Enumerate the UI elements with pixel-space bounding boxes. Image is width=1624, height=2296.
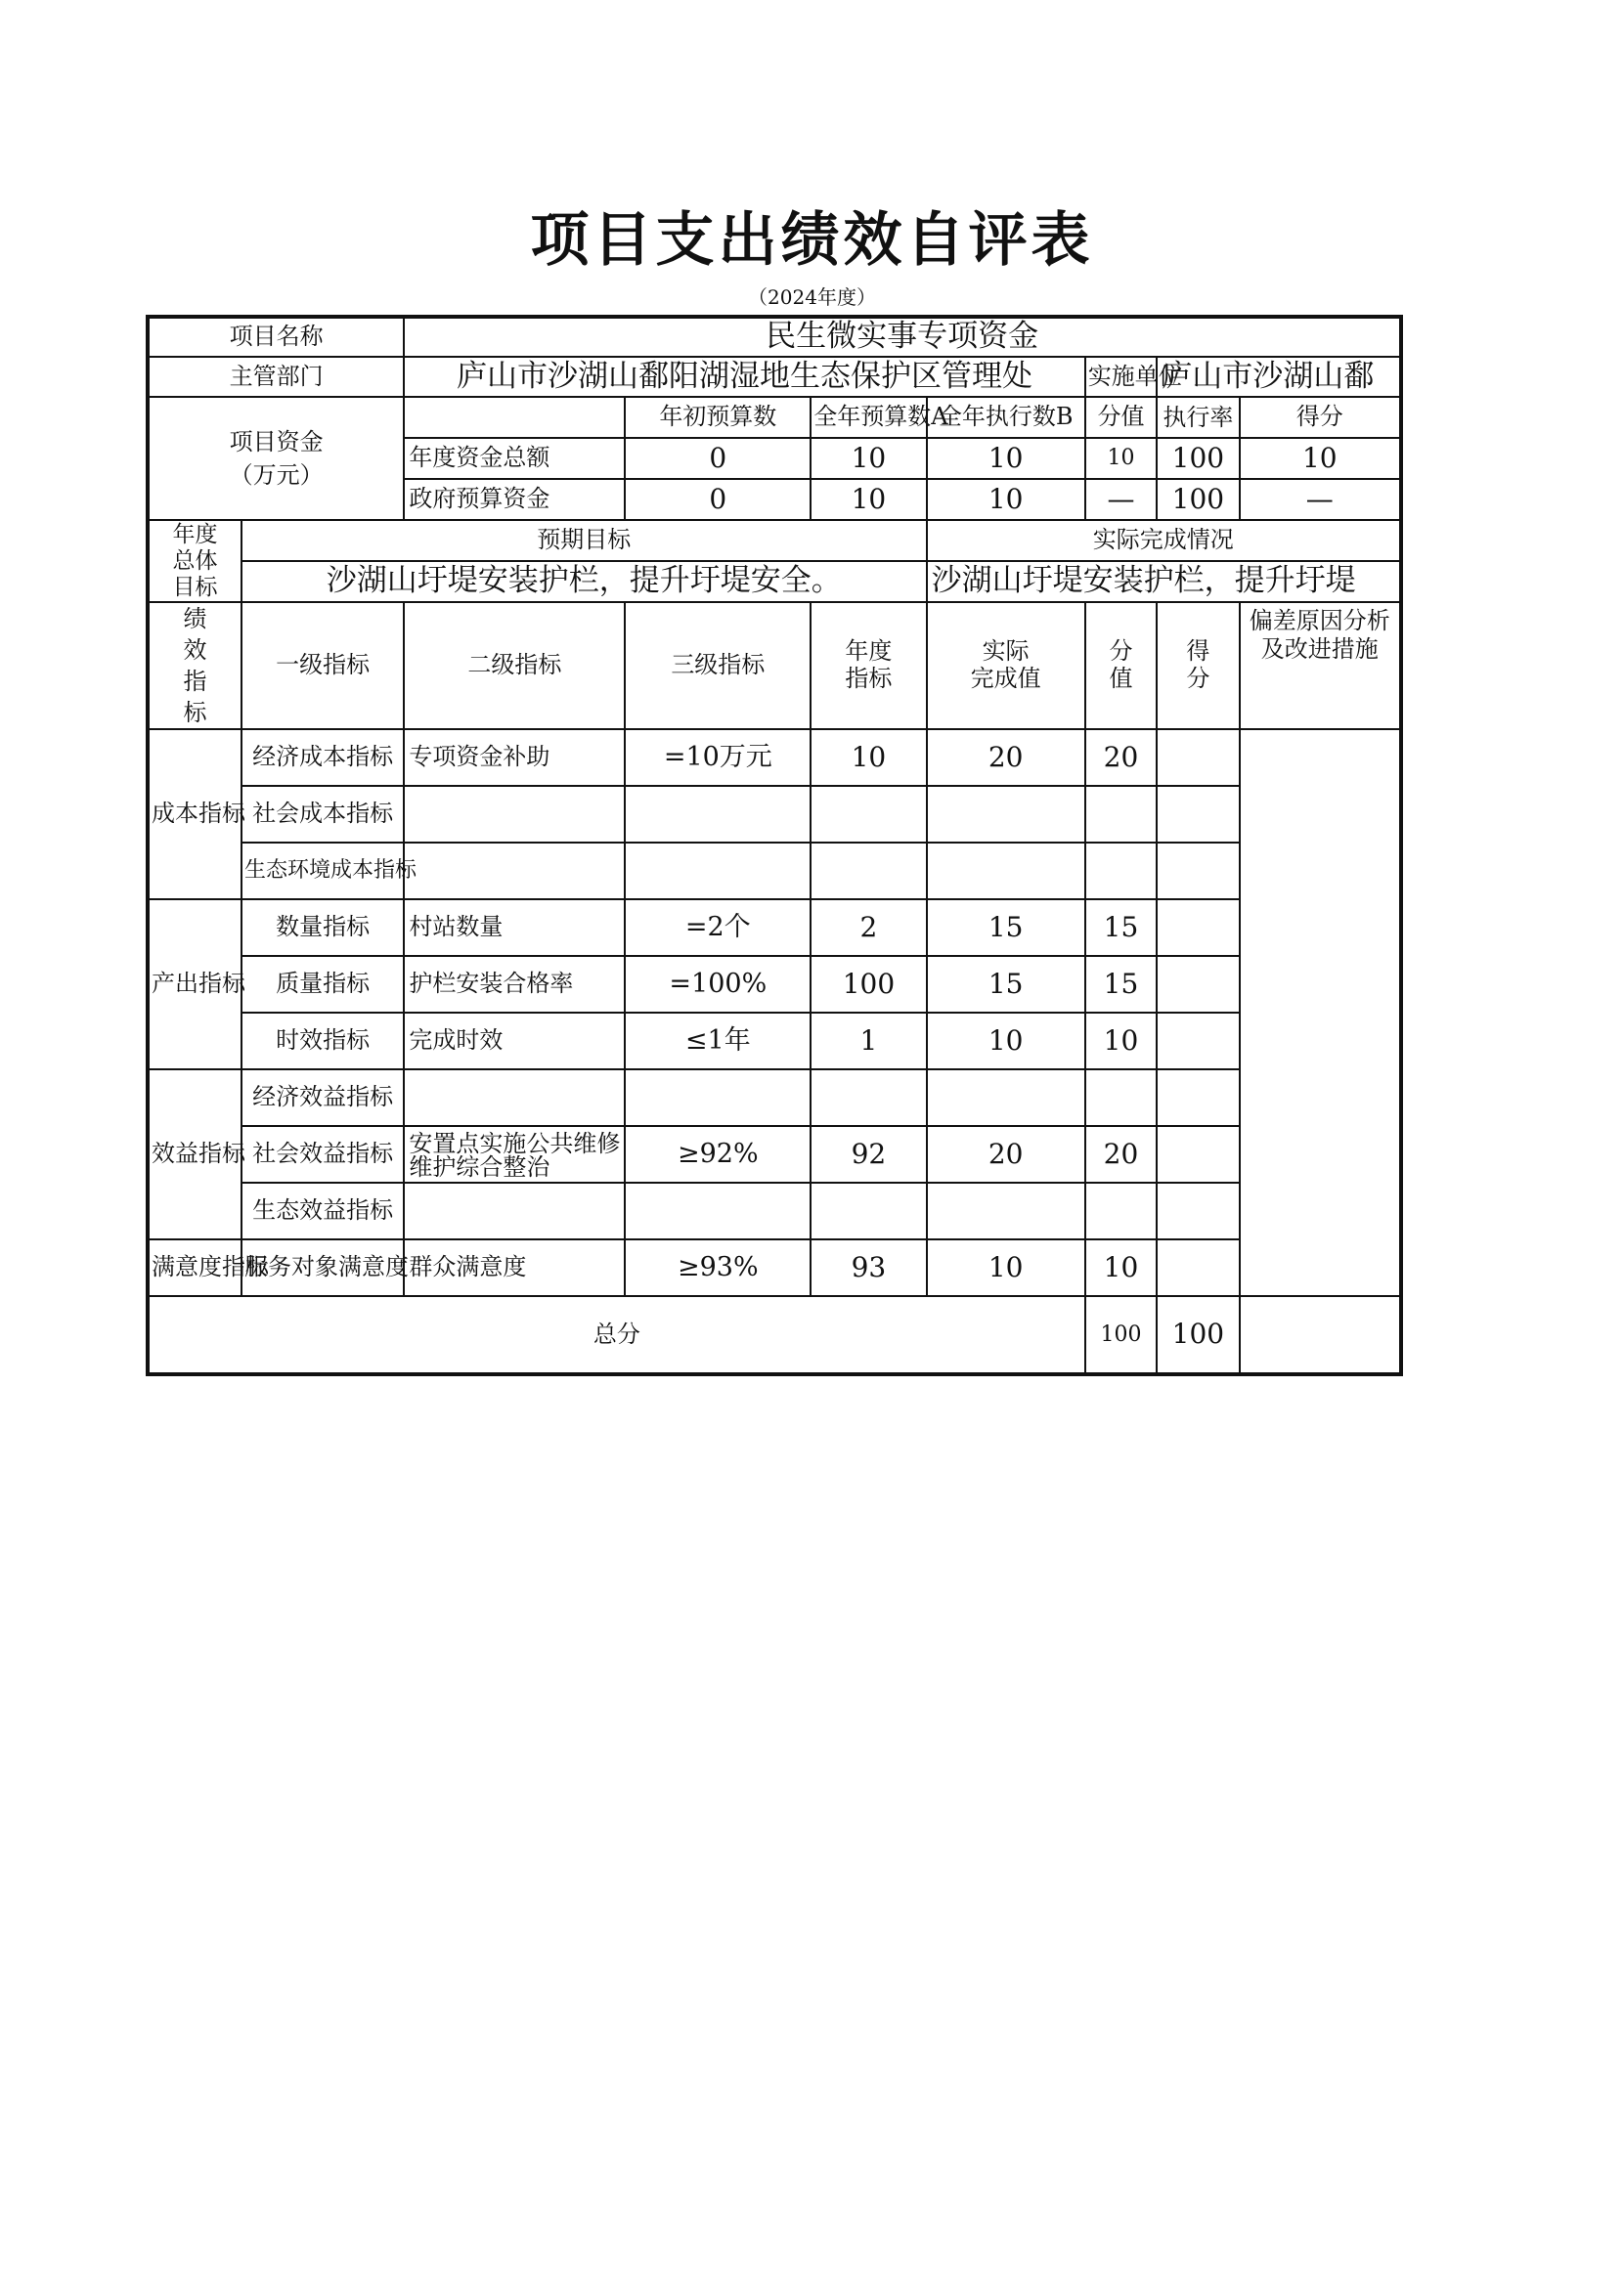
funds-government-rate: 100 <box>1157 479 1239 520</box>
indicators-header-weight: 分 值 <box>1085 602 1158 729</box>
goals-header-row <box>148 520 1401 561</box>
funds-header-rate-text: 执行率 <box>1163 404 1234 431</box>
indicator-level3 <box>404 1126 625 1183</box>
indicator-weight: 20 <box>927 1126 1085 1183</box>
indicator-level1: 成本指标 <box>148 729 241 899</box>
indicator-score: 15 <box>1085 956 1158 1013</box>
indicator-weight: 15 <box>927 899 1085 956</box>
indicator-annual: =100% <box>625 956 811 1013</box>
total-note <box>1240 1296 1401 1374</box>
indicator-level2: 社会成本指标 <box>241 786 404 843</box>
funds-government-initial: 0 <box>625 479 811 520</box>
indicator-deviation <box>1157 899 1239 956</box>
indicator-score: 10 <box>1085 1239 1158 1296</box>
total-score: 100 <box>1157 1296 1239 1374</box>
indicator-level2: 生态效益指标 <box>241 1183 404 1239</box>
indicator-deviation <box>1157 729 1239 786</box>
indicator-level3: 完成时效 <box>404 1013 625 1069</box>
indicator-row <box>148 729 1401 786</box>
indicator-score: 20 <box>1085 1126 1158 1183</box>
indicator-level3: 护栏安装合格率 <box>404 956 625 1013</box>
indicator-actual <box>811 1069 926 1126</box>
indicator-row <box>148 1013 1401 1069</box>
indicator-annual: ≤1年 <box>625 1013 811 1069</box>
indicator-annual <box>625 1183 811 1239</box>
indicator-deviation <box>1157 1126 1239 1183</box>
total-label: 总分 <box>148 1296 1085 1374</box>
indicator-deviation <box>1157 786 1239 843</box>
funds-total-score: 10 <box>1240 438 1401 479</box>
indicator-row <box>148 956 1401 1013</box>
department-name: 庐山市沙湖山鄱阳湖湿地生态保护区管理处 <box>404 357 1084 397</box>
goals-expected: 沙湖山圩堤安装护栏，提升圩堤安全。 <box>241 561 927 602</box>
indicator-level3 <box>404 786 625 843</box>
funds-header-score: 得分 <box>1240 397 1401 438</box>
funds-header-rate <box>1157 397 1239 438</box>
department-label: 主管部门 <box>148 357 404 397</box>
funds-total-executed-b: 10 <box>927 438 1085 479</box>
indicator-actual <box>811 786 926 843</box>
indicator-score: 20 <box>1085 729 1158 786</box>
indicators-header-level2: 二级指标 <box>404 602 625 729</box>
indicator-score: 15 <box>1085 899 1158 956</box>
indicator-deviation <box>1157 1013 1239 1069</box>
indicator-actual <box>811 1183 926 1239</box>
indicator-level3-text: 安置点实施公共维修维护综合整治 <box>409 1130 621 1181</box>
indicators-header-deviation <box>1240 602 1401 729</box>
indicators-header-level3: 三级指标 <box>625 602 811 729</box>
funds-label: 项目资金 （万元） <box>229 428 324 489</box>
goals-label-text: 年度 总体 目标 <box>172 522 218 600</box>
goals-actual: 沙湖山圩堤安装护栏，提升圩堤 <box>927 561 1401 602</box>
project-name: 民生微实事专项资金 <box>404 317 1401 357</box>
indicator-actual: 2 <box>811 899 926 956</box>
indicator-deviation <box>1157 1239 1239 1296</box>
indicator-weight: 10 <box>927 1239 1085 1296</box>
indicator-row <box>148 1069 1401 1126</box>
indicator-weight: 15 <box>927 956 1085 1013</box>
total-weight: 100 <box>1085 1296 1158 1374</box>
indicator-level2: 经济成本指标 <box>241 729 404 786</box>
funds-header-budget-a: 全年预算数A <box>811 397 926 438</box>
funds-header-row <box>148 397 1401 438</box>
indicator-score: 10 <box>1085 1013 1158 1069</box>
indicator-weight <box>927 1069 1085 1126</box>
funds-total-weight: 10 <box>1085 438 1158 479</box>
indicator-row <box>148 899 1401 956</box>
indicator-weight: 20 <box>927 729 1085 786</box>
indicator-level3 <box>404 1183 625 1239</box>
funds-government-score: — <box>1240 479 1401 520</box>
evaluation-table <box>146 315 1403 1376</box>
implementing-unit-label: 实施单位 <box>1085 357 1158 397</box>
indicator-score <box>1085 1183 1158 1239</box>
goals-actual-label: 实际完成情况 <box>927 520 1401 561</box>
funds-government-weight: — <box>1085 479 1158 520</box>
indicator-annual <box>625 1069 811 1126</box>
indicator-level3: 专项资金补助 <box>404 729 625 786</box>
funds-total-initial: 0 <box>625 438 811 479</box>
goals-expected-label: 预期目标 <box>241 520 927 561</box>
indicator-row <box>148 843 1401 899</box>
implementing-unit: 庐山市沙湖山鄱 <box>1157 357 1401 397</box>
indicator-score <box>1085 1069 1158 1126</box>
indicator-actual: 100 <box>811 956 926 1013</box>
page-title: 项目支出绩效自评表 <box>530 206 1094 275</box>
project-name-row <box>148 317 1401 357</box>
indicator-weight: 10 <box>927 1013 1085 1069</box>
funds-header-weight: 分值 <box>1085 397 1158 438</box>
indicator-level2: 质量指标 <box>241 956 404 1013</box>
indicator-level1: 产出指标 <box>148 899 241 1069</box>
indicator-row <box>148 1183 1401 1239</box>
indicator-level2: 经济效益指标 <box>241 1069 404 1126</box>
indicator-actual: 1 <box>811 1013 926 1069</box>
indicator-level1: 满意度指标 <box>148 1239 241 1296</box>
indicator-row <box>148 786 1401 843</box>
indicator-score <box>1085 843 1158 899</box>
funds-total-budget-a: 10 <box>811 438 926 479</box>
report-year: （2024年度） <box>748 285 876 309</box>
total-row <box>148 1296 1401 1374</box>
indicator-row <box>148 1239 1401 1296</box>
indicator-annual: =2个 <box>625 899 811 956</box>
goals-label <box>148 520 241 602</box>
indicator-weight <box>927 843 1085 899</box>
funds-government-label: 政府预算资金 <box>404 479 625 520</box>
project-name-label: 项目名称 <box>148 317 404 357</box>
indicator-level2: 时效指标 <box>241 1013 404 1069</box>
indicators-header-actual: 实际 完成值 <box>927 602 1085 729</box>
indicator-score <box>1085 786 1158 843</box>
indicator-row <box>148 1126 1401 1183</box>
indicator-deviation <box>1157 1069 1239 1126</box>
funds-label-part <box>148 397 404 520</box>
indicator-actual: 92 <box>811 1126 926 1183</box>
indicators-label: 绩 效 指 标 <box>148 602 241 729</box>
indicator-level1: 效益指标 <box>148 1069 241 1239</box>
indicator-actual <box>811 843 926 899</box>
indicator-level2: 服务对象满意度 <box>241 1239 404 1296</box>
indicators-header-level1: 一级指标 <box>241 602 404 729</box>
funds-total-rate: 100 <box>1157 438 1239 479</box>
funds-header-blank <box>404 397 625 438</box>
indicator-annual: ≥92% <box>625 1126 811 1183</box>
indicators-header-deviation-text: 偏差原因分析 及改进措施 <box>1249 607 1390 663</box>
indicator-level3: 村站数量 <box>404 899 625 956</box>
indicator-deviation <box>1157 956 1239 1013</box>
indicator-level3: 群众满意度 <box>404 1239 625 1296</box>
indicator-actual: 93 <box>811 1239 926 1296</box>
indicator-deviation <box>1157 843 1239 899</box>
indicator-actual: 10 <box>811 729 926 786</box>
indicator-level2: 数量指标 <box>241 899 404 956</box>
indicator-deviation <box>1157 1183 1239 1239</box>
funds-header-initial: 年初预算数 <box>625 397 811 438</box>
indicator-weight <box>927 786 1085 843</box>
indicators-header-score: 得 分 <box>1157 602 1239 729</box>
indicator-level2: 社会效益指标 <box>241 1126 404 1183</box>
funds-header-executed-b: 全年执行数B <box>927 397 1085 438</box>
indicator-weight <box>927 1183 1085 1239</box>
indicator-level2: 生态环境成本指标 <box>241 843 404 899</box>
indicator-annual: =10万元 <box>625 729 811 786</box>
indicator-annual: ≥93% <box>625 1239 811 1296</box>
indicators-header-annual: 年度 指标 <box>811 602 926 729</box>
indicator-level3 <box>404 843 625 899</box>
indicator-annual <box>625 786 811 843</box>
indicator-annual <box>625 843 811 899</box>
funds-government-budget-a: 10 <box>811 479 926 520</box>
goals-content-row <box>148 561 1401 602</box>
department-row <box>148 357 1401 397</box>
indicators-header-row <box>148 602 1401 729</box>
funds-government-executed-b: 10 <box>927 479 1085 520</box>
indicator-level3 <box>404 1069 625 1126</box>
funds-total-label: 年度资金总额 <box>404 438 625 479</box>
